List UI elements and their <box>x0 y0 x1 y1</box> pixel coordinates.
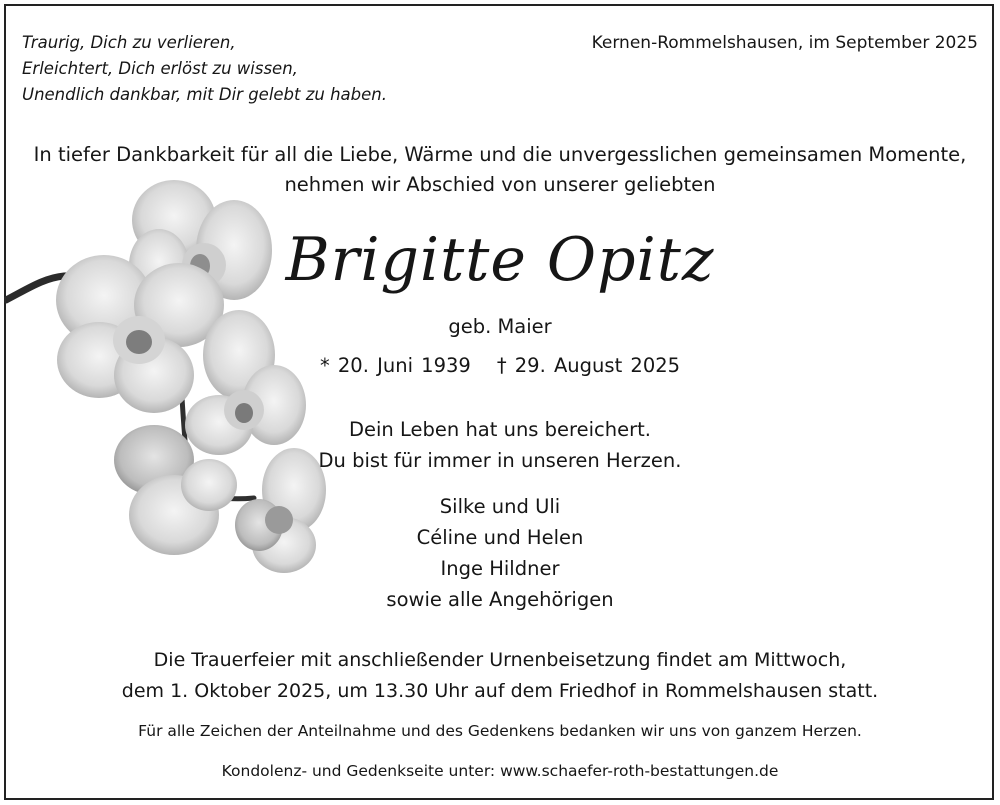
ceremony-line: Die Trauerfeier mit anschließender Urnenbeisetzung findet am Mittwoch, <box>153 649 847 671</box>
mourners-list <box>170 491 830 615</box>
condolence-website: Kondolenz- und Gedenkseite unter: www.schaefer-roth-bestattungen.de <box>221 762 779 780</box>
thanks-text: Für alle Zeichen der Anteilnahme und des Gedenkens bedanken wir uns von ganzem Herzen. <box>138 722 862 740</box>
birth-name: geb. Maier <box>448 315 552 338</box>
tribute-line: Du bist für immer in unseren Herzen. <box>318 449 682 472</box>
ceremony-line: dem 1. Oktober 2025, um 13.30 Uhr auf dem Friedhof in Rommelshausen statt. <box>121 680 879 702</box>
life-dates <box>170 350 830 381</box>
mourner-entry: Céline und Helen <box>416 526 584 549</box>
ceremony-info <box>0 645 1000 707</box>
mourner-entry: sowie alle Angehörigen <box>386 588 614 611</box>
tribute-text <box>170 414 830 476</box>
motto-verse <box>22 30 387 108</box>
motto-line: Unendlich dankbar, mit Dir gelebt zu haben. <box>22 85 387 104</box>
intro-text <box>0 140 1000 200</box>
mourner-entry: Silke und Uli <box>439 495 561 518</box>
motto-line: Erleichtert, Dich erlöst zu wissen, <box>22 59 298 78</box>
deceased-name: Brigitte Opitz <box>285 225 715 295</box>
mourner-entry: Inge Hildner <box>440 557 560 580</box>
intro-line: nehmen wir Abschied von unserer geliebten <box>284 173 716 196</box>
intro-line: In tiefer Dankbarkeit für all die Liebe, Wärme und die unvergesslichen gemeinsamen Momente, <box>33 143 967 166</box>
birth-date: * 20. Juni 1939 <box>319 354 471 377</box>
tribute-line: Dein Leben hat uns bereichert. <box>349 418 651 441</box>
death-date: † 29. August 2025 <box>496 354 681 377</box>
place-date: Kernen-Rommelshausen, im September 2025 <box>591 33 978 53</box>
motto-line: Traurig, Dich zu verlieren, <box>22 33 236 52</box>
